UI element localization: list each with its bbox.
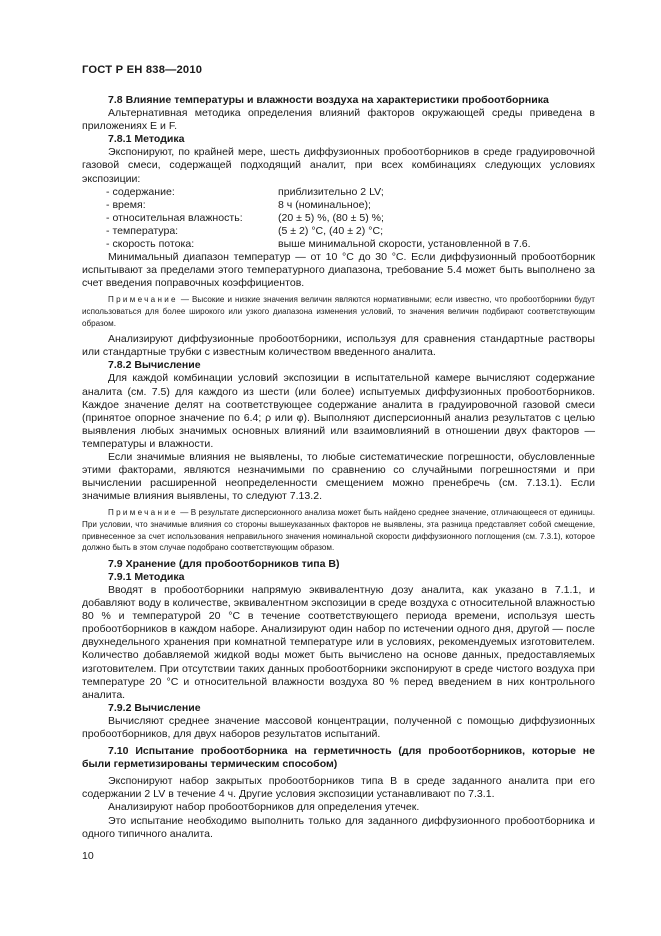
section-7-8-heading: 7.8 Влияние температуры и влажности воздуха на характеристики пробоотборника <box>108 94 549 106</box>
paragraph: Анализируют набор пробоотборников для определения утечек. <box>108 801 420 814</box>
condition-row <box>82 225 595 238</box>
note-text: — В результате дисперсионного анализа может быть найдено среднее значение, отличающееся от единицы. При условии, что значимые влияния со стороны вышеуказанных факторов не выявлены, эта разница представляет собой смещение, привнесенное за счет использования неправильного значения номинальной скорости диффузионного поглощения (см. 7.3.1), которое должно быть в этом случае подобрано соответствующим образом. <box>82 508 595 553</box>
paragraph: Если значимые влияния не выявлены, то любые систематические погрешности, обусловленные этими факторами, являются незначимыми по сравнению со случайными погрешностями и при вычислении расширенной неопределенности смещением можно пренебречь (см. 7.13.1). Если значимые влияния выявлены, то следуют 7.13.2. <box>82 451 595 503</box>
paragraph: Для каждой комбинации условий экспозиции в испытательной камере вычисляют содержание аналита (см. 7.5) для каждого из шести (или более) испытуемых диффузионных пробоотборников. Каждое значение делят на соответствующее содержание аналита в градуировочной газовой смеси (принятое опорное значение по 6.4; ρ или φ). Выполняют дисперсионный анализ результатов с целью выявления любых значимых основных влияний или взаимовлияний в отношении двух факторов — температуры и влажности. <box>82 372 595 450</box>
document-header: ГОСТ Р ЕН 838—2010 <box>82 64 203 76</box>
section-7-8-1-heading: 7.8.1 Методика <box>108 133 185 146</box>
condition-name: - время: <box>106 198 146 211</box>
section-7-9-1-heading: 7.9.1 Методика <box>108 570 185 583</box>
paragraph: Минимальный диапазон температур — от 10 °С до 30 °С. Если диффузионный пробоотборник испытывают за пределами этого температурного диапазона, требование 5.4 может быть выполнено за счет введения поправочных коэффициентов. <box>82 251 595 290</box>
page-number: 10 <box>82 850 94 862</box>
condition-row <box>82 238 595 251</box>
exposure-conditions-list <box>82 186 595 251</box>
note <box>82 507 595 553</box>
condition-name: - скорость потока: <box>106 238 195 251</box>
note-label: Примечание <box>108 508 178 518</box>
condition-value: (20 ± 5) %, (80 ± 5) %; <box>278 211 384 224</box>
condition-name: - температура: <box>106 224 179 237</box>
paragraph: Это испытание необходимо выполнить только для заданного диффузионного пробоотборника и одного типичного аналита. <box>82 814 595 840</box>
condition-name: - содержание: <box>106 185 175 198</box>
section-7-9-heading: 7.9 Хранение (для пробоотборников типа В) <box>108 557 340 570</box>
section-7-10-heading: 7.10 Испытание пробоотборника на герметичность (для пробоотборников, которые не были герметизированы термическим способом) <box>82 745 595 771</box>
note-label: Примечание <box>108 295 178 305</box>
paragraph: Вычисляют среднее значение массовой концентрации, полученной с помощью диффузионных пробоотборников, для двух наборов результатов испытаний. <box>82 714 595 740</box>
condition-name: - относительная влажность: <box>106 211 243 224</box>
condition-value: (5 ± 2) °С, (40 ± 2) °С; <box>278 224 383 237</box>
note <box>82 294 595 329</box>
paragraph: Альтернативная методика определения влияний факторов окружающей среды приведена в приложениях Е и F. <box>82 107 595 133</box>
condition-row <box>82 186 595 199</box>
note-text: — Высокие и низкие значения величин являются нормативными; если известно, что пробоотборники будут использоваться для более широкого или узкого диапазона изменения условий, то значения величин подбирают соответствующим образом. <box>82 295 595 328</box>
condition-row <box>82 199 595 212</box>
condition-value: выше минимальной скорости, установленной в 7.6. <box>278 238 531 251</box>
page-content <box>82 94 595 841</box>
paragraph: Экспонируют, по крайней мере, шесть диффузионных пробоотборников в среде градуировочной газовой смеси, содержащей подходящий аналит, при всех комбинациях следующих условиях экспозиции: <box>82 146 595 185</box>
section-7-8-2-heading: 7.8.2 Вычисление <box>108 359 201 372</box>
paragraph: Экспонируют набор закрытых пробоотборников типа В в среде заданного аналита при его содержании 2 LV в течение 4 ч. Другие условия экспозиции устанавливают по 7.3.1. <box>82 775 595 801</box>
condition-value: приблизительно 2 LV; <box>278 185 384 198</box>
condition-row <box>82 212 595 225</box>
section-7-9-2-heading: 7.9.2 Вычисление <box>108 701 201 714</box>
paragraph: Анализируют диффузионные пробоотборники, используя для сравнения стандартные растворы или стандартные трубки с известным количеством введенного аналита. <box>82 333 595 359</box>
paragraph: Вводят в пробоотборники напрямую эквивалентную дозу аналита, как указано в 7.1.1, и добавляют воду в количестве, эквивалентном экспозиции в среде воздуха с относительной влажностью 80 % и температурой 20 °С в течение соответствующего периода времени, используя шесть пробоотборников в каждом наборе. Анализируют один набор по истечении одного дня, другой — после двухнедельного хранения при комнатной температуре или в условиях, рекомендуемых изготовителем. Количество добавляемой жидкой воды может быть вычислено на основе данных, предоставляемых изготовителем. При отсутствии таких данных пробоотборники экспонируют в среде чистого воздуха при температуре 20 °С и относительной влажности воздуха 80 % перед введением в них контрольного аналита. <box>82 583 595 701</box>
condition-value: 8 ч (номинальное); <box>278 198 371 211</box>
